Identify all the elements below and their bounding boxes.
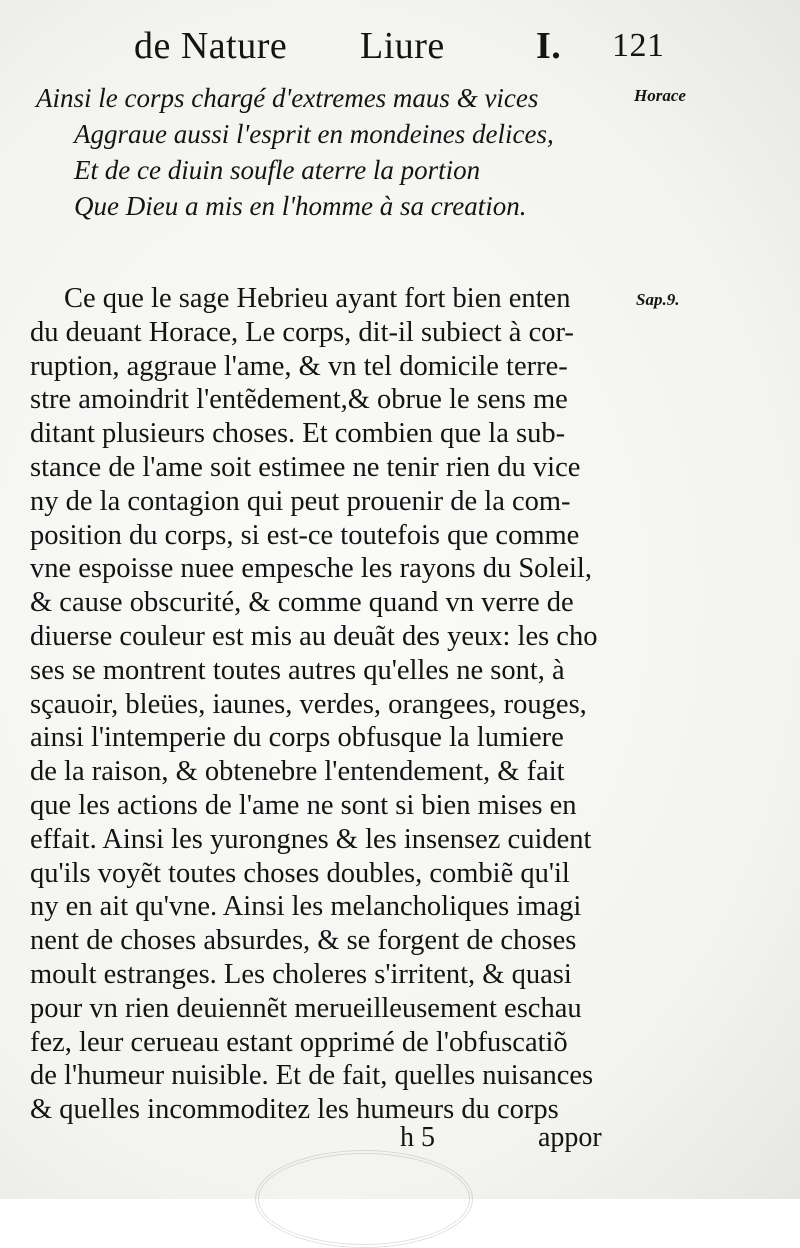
body-line: de la raison, & obtenebre l'entendement, & fait — [30, 756, 565, 788]
verse-line: Que Dieu a mis en l'homme à sa creation. — [74, 191, 527, 221]
body-line: du deuant Horace, Le corps, dit-il subiect à cor- — [30, 316, 574, 348]
body-line: Ce que le sage Hebrieu ayant fort bien enten — [64, 283, 571, 314]
body-line: ruption, aggraue l'ame, & vn tel domicile terre- — [30, 350, 568, 382]
library-stamp-shape — [255, 1150, 473, 1248]
body-line: & cause obscurité, & comme quand vn verre de — [30, 587, 574, 619]
body-line: position du corps, si est-ce toutefois que comme — [30, 519, 580, 551]
body-line: que les actions de l'ame ne sont si bien mises en — [30, 789, 577, 821]
margin-note-sap: Sap.9. — [636, 290, 680, 309]
page-number: 121 — [612, 27, 665, 64]
body-line: pour vn rien deuiennẽt merueilleusement eschau — [30, 992, 582, 1024]
body-line: stance de l'ame soit estimee ne tenir rien du vice — [30, 451, 581, 483]
header-title: de Nature — [134, 25, 288, 67]
body-line: ses se montrent toutes autres qu'elles ne sont, à — [30, 654, 565, 686]
margin-note-horace: Horace — [634, 86, 686, 105]
header-book-number: I. — [536, 25, 562, 67]
signature-mark: h 5 — [400, 1122, 435, 1153]
catchword: appor — [538, 1122, 602, 1153]
header-livre: Liure — [360, 25, 445, 67]
body-line: sçauoir, bleües, iaunes, verdes, orangees, rouges, — [30, 688, 587, 720]
body-line: effait. Ainsi les yurongnes & les insensez cuident — [30, 823, 592, 855]
body-line: qu'ils voyẽt toutes choses doubles, combiẽ qu'il — [30, 857, 570, 889]
verse-line: Ainsi le corps chargé d'extremes maus & vices — [36, 83, 539, 113]
body-line: de l'humeur nuisible. Et de fait, quelles nuisances — [30, 1060, 594, 1092]
page-footer — [0, 1120, 800, 1160]
verse-line: Et de ce diuin soufle aterre la portion — [74, 155, 481, 185]
body-line: nent de choses absurdes, & se forgent de choses — [30, 925, 577, 957]
body-line: diuerse couleur est mis au deuãt des yeux: les cho — [30, 620, 598, 652]
body-line: vne espoisse nuee empesche les rayons du Soleil, — [30, 553, 592, 585]
verse-block — [36, 80, 636, 224]
body-line: & quelles incommoditez les humeurs du corps — [30, 1094, 559, 1126]
body-line: stre amoindrit l'entẽdement,& obrue le sens me — [30, 384, 568, 416]
body-line: ainsi l'intemperie du corps obfusque la lumiere — [30, 722, 564, 754]
body-text — [30, 282, 630, 1127]
body-line: moult estranges. Les choleres s'irritent, & quasi — [30, 958, 572, 990]
body-line: ny de la contagion qui peut prouenir de la com- — [30, 485, 571, 517]
verse-line: Aggraue aussi l'esprit en mondeines delices, — [74, 119, 554, 149]
body-line: fez, leur cerueau estant opprimé de l'obfuscatiõ — [30, 1026, 568, 1058]
running-header — [0, 22, 800, 72]
body-line: ny en ait qu'vne. Ainsi les melancholiques imagi — [30, 891, 582, 923]
body-line: ditant plusieurs choses. Et combien que la sub- — [30, 418, 566, 450]
